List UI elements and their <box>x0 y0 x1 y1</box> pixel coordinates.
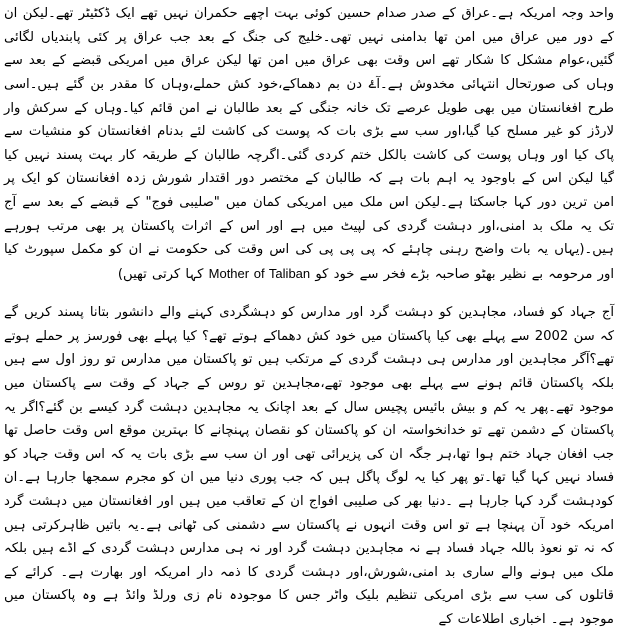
mother-of-taliban-phrase: Mother of Taliban <box>208 265 311 281</box>
paragraph-1-ending: کہا کرتی تھیں) <box>117 266 204 282</box>
article-paragraph-1 <box>4 2 614 286</box>
article-paragraph-2: آج جہاد کو فساد، مجاہدین کو دہشت گرد اور مدارس کو دہشگردی کہنے والے دانشور بتانا پسند کریں گے کہ سن 2002 سے پہلے بھی کیا پاکستان میں خود کش دھماکے ہوتے تھے؟ کیا پہلے بھی فورسز پر حملے ہوتے تھے؟آگر مجاہدین اور مدارس ہی دہشت گردی کے مرتکب ہیں تو پاکستان میں مدارس تو روز اول سے ہیں بلکہ پاکستان قائم ہونے سے پہلے بھی موجود تھے،مجاہدین تو روس کے جہاد کے وقت سے پاکستان میں موجود تھے۔پھر یہ کم و بیش بائیس پچیس سال کے بعد اچانک یہ مجاہدین دہشت گرد کیسے بن گئے؟اگر یہ پاکستان کے دشمن تھے تو خدانخواستہ ان کو پاکستان کو نقصان پہنچانے کا بہترین موقع اس وقت حاصل تھا جب افغان جہاد ختم ہوا تھا،ہر جگہ ان کی پزیرائی تھی اور ان سب سے بڑی بات یہ کہ اس وقت جہاد کو فساد نہیں کہا گیا تھا۔تو پھر کیا یہ لوگ پاگل ہیں کہ جب پوری دنیا میں ان کو مجرم سمجھا جارہا ہے۔ان کودہشت گرد کہا جارہا ہے ۔دنیا بھر کی صلیبی افواج ان کے تعاقب میں ہیں اور افغانستان میں دہشت گرد امریکہ خود آن پہنچا ہے تو اس وقت انہوں نے پاکستان سے دشمنی کی ٹھانی ہے۔یہ باتیں ظاہرکرتی ہیں کہ نہ تو نعوذ باللہ جہاد فساد ہے نہ مجاہدین دہشت گرد اور نہ ہی مدارس دہشت گردی کے اڈے ہیں بلکہ ملک میں ہونے والے ساری بد امنی،شورش،اور دہشت گردی کا ذمہ دار امریکہ اور بھارت ہے۔ کرائے کے قاتلوں کی سب سے بڑی امریکی تنظیم بلیک واٹر جس کا موجودہ نام زی ورلڈ وائڈ ہے وہ پاکستان میں موجود ہے۔ اخباری اطلاعات کے <box>4 305 614 627</box>
paragraph-1-text: واحد وجہ امریکہ ہے۔عراق کے صدر صدام حسین کوئی بہت اچھے حکمران نہیں تھے ایک ڈکٹیٹر تھے۔لیکن ان کے دور میں عراق میں امن تھا بدامنی نہیں تھی۔خلیج کی جنگ کے بعد جب عراق پر کئی پابندیاں لگائی گئیں،عوام مشکل کا شکار تھے اس وقت بھی عراق میں امن تھا لیکن عراق میں امریکی قبضے کے بعد سے وہاں کی صورتحال انتہائی مخدوش ہے۔آۓ دن بم دھماکے،خود کش حملے،وہاں کا مقدر بن گئے ہیں۔اسی طرح افغانستان میں بھی طویل عرصے تک خانہ جنگی کے بعد طالبان نے امن قائم کیا۔وہاں کے سرکش وار لارڈز کو غیر مسلح کیا گیا،اور سب سے بڑی بات کہ پوست کی کاشت لئے بدنام افغانستان کو منشیات سے پاک کیا اور وہاں پوست کی کاشت بالکل ختم کردی گئی۔اگرچہ طالبان کے طریقہ کار بہت پسند نہیں کیا گیا لیکن اس کے باوجود یہ اہم بات ہے کہ طالبان کے مختصر دور اقتدار شورش زدہ افغانستان کو ایک پر امن ترین دور کہا جاسکتا ہے۔لیکن اس ملک میں امریکی کمان میں "صلیبی فوج" کے قبضے کے بعد سے آج تک یہ ملک بد امنی،اور دہشت گردی کی لپیٹ میں ہے اور اس کے اثرات پاکستان پر بھی مرتب ہورہے ہیں۔(یہاں یہ بات واضح رہنی چاہئے کہ پی پی پی کی اس وقت کی حکومت نے ان کو مکمل سپورٹ کیا اور مرحومہ بے نظیر بھٹو صاحبہ بڑے فخر سے خود کو <box>4 6 614 282</box>
